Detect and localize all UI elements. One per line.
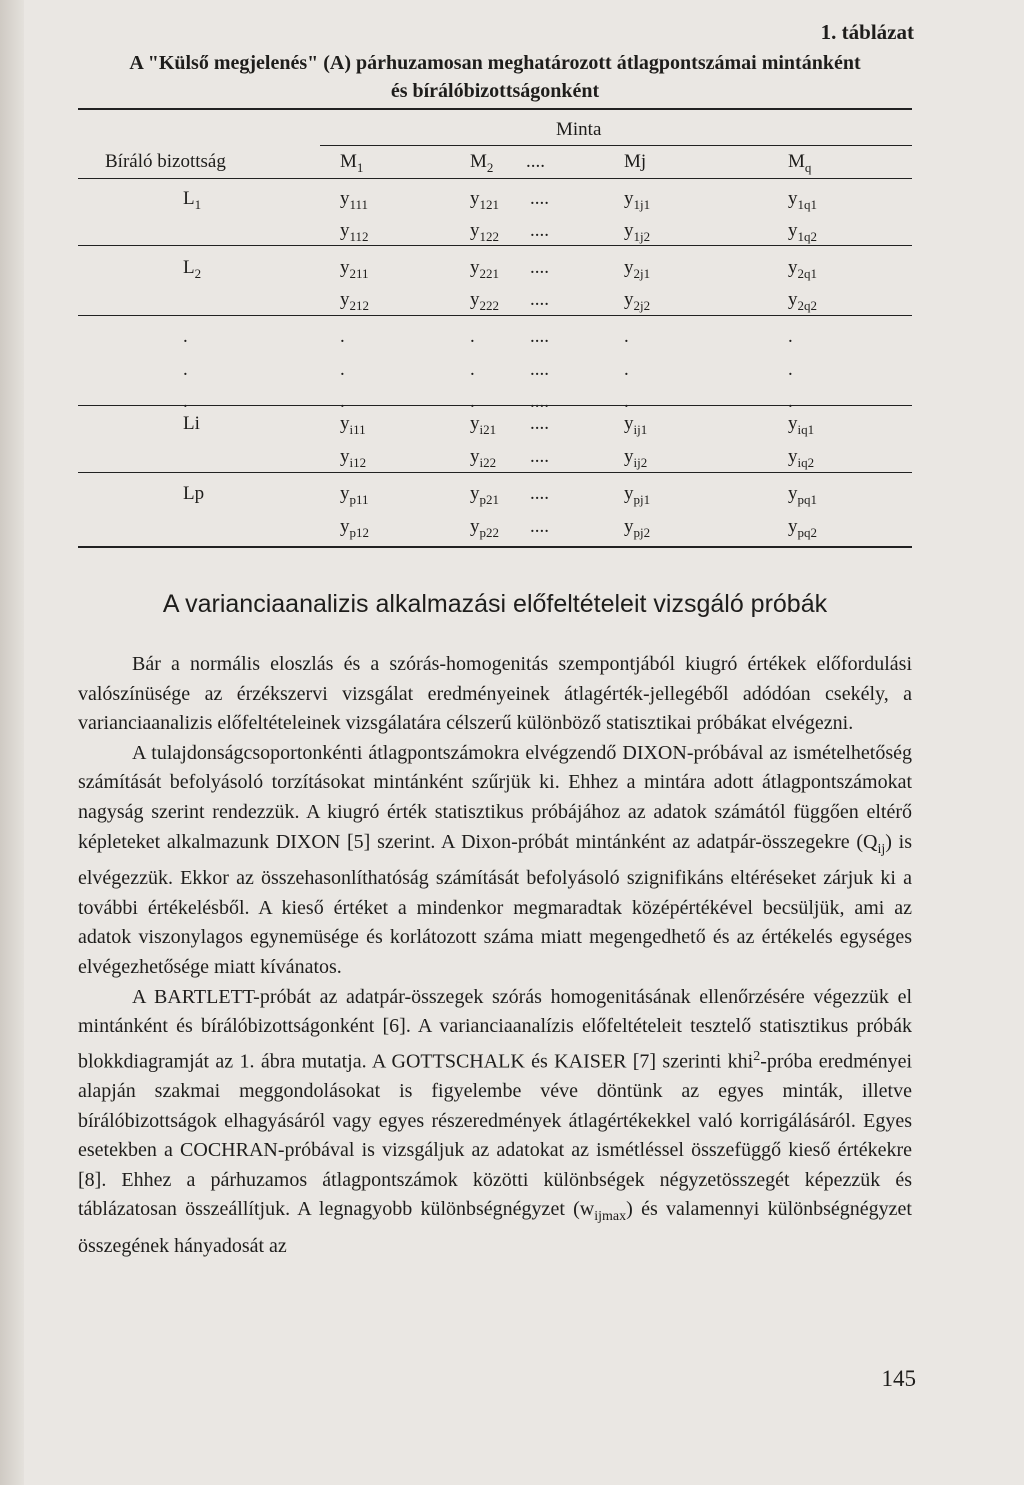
table-cell: $y_{1q2}$ [788,220,817,244]
table-row-dots: .... [530,188,549,209]
table-row-label: Li [183,413,200,434]
table-cell: $y_{pj2}$ [624,516,651,540]
page-binding-edge [0,0,24,1485]
table-row-label: Lp [183,483,205,504]
table-row-dots: .... [530,289,549,310]
table-cell: $y_{221}$ [470,257,499,281]
table-cell: $y_{1j1}$ [624,188,651,212]
table-top-rule [78,108,912,110]
table-cell: . [470,391,475,412]
table-column-header: Mj [624,151,647,172]
table-cell: . [470,359,475,380]
table-cell: $y_{1q1}$ [788,188,817,212]
table-cell: $y_{p21}$ [470,483,499,507]
body-paragraph: A BARTLETT-próbát az adatpár-összegek szórás homogenitásának ellenőrzésére végezzük el mintánként és bírálóbizottságonként [6]. A varianciaanalízis előfeltételeit tesztelő statisztikus próbák blokkdiagramját az 1. ábra mutatja. A GOTTSCHALK és KAISER [7] szerinti khi$^2$-próba eredményei alapján szakmai meggondolásokat is figyelembe véve döntünk az egyes minták, illetve bírálóbizottságok elhagyásáról vagy egyes részeredmények átlagértékekkel való korrigálásáról. Egyes esetekben a COCHRAN-próbával is vizsgáljuk az adatokat az ismétléssel összefüggő kieső értékekre [8]. Ehhez a párhuzamos átlagpontszámok közötti különbségek négyzetösszegét képezzük és táblázatosan összeállítjuk. A legnagyobb különbségnégyzet $(w_{ijmax})$ és valamennyi különbségnégyzet összegének hányadosát az [78,985,913,1257]
table-cell: . [624,326,629,347]
table-cell: . [340,391,345,412]
table-row-label: $L_1$ [183,188,202,212]
table-group-separator [78,315,912,316]
table-group-separator [78,405,912,406]
table-cell: $y_{iq2}$ [788,446,815,470]
body-paragraph: A tulajdonságcsoportonkénti átlagpontszámokra elvégzendő DIXON-próbával az ismételhetőség számítását befolyásoló torzításokat mintánként szűrjük ki. Ehhez a mintára adott átlagpontszámokat nagyság szerint rendezzük. A kiugró érték statisztikus próbájához az adatok számától függően eltérő képleteket alkalmazunk DIXON [5] szerint. A Dixon-próbát mintánként az adatpár-összegekre $(Q_{ij})$ is elvégezzük. Ekkor az összehasonlíthatóság számítását befolyásoló szignifikáns eltéréseket zárjuk ki a további értékelésből. A kieső értéket a mindenkor megmaradtak középértékével becsüljük, ami az adatok viszonylagos egynemüsége és korlátozott száma miatt megengedhető és az értékelés egységes elvégezhetősége miatt kívánatos. [78,741,913,978]
table-header-rule [78,178,912,179]
table-caption-line1: A "Külső megjelenés" (A) párhuzamosan meghatározott átlagpontszámai mintánként [129,52,861,74]
table-row-dots: .... [530,391,549,412]
table-header-dots: .... [526,151,545,172]
table-row-label: . [183,391,188,412]
table-row-label: . [183,359,188,380]
page-number: 145 [881,1366,916,1391]
table-row-dots: .... [530,483,549,504]
table-cell: $y_{p22}$ [470,516,499,540]
table-cell: $y_{2q1}$ [788,257,817,281]
table-row-dots: .... [530,516,549,537]
table-cell: $y_{211}$ [340,257,369,281]
table-cell: $y_{pq1}$ [788,483,817,507]
table-cell: . [340,326,345,347]
table-row-dots: .... [530,413,549,434]
table-column-header: $M_q$ [788,151,812,175]
table-row-dots: .... [530,257,549,278]
table-cell: $y_{iq1}$ [788,413,815,437]
body-text [78,650,912,1262]
table-cell: . [788,359,793,380]
table-cell: . [470,326,475,347]
table-row-dots: .... [530,446,549,467]
table-row-dots: .... [530,326,549,347]
table-cell: $y_{2j2}$ [624,289,651,313]
table-group-header: Minta [556,119,602,140]
table-number: 1. táblázat [820,20,914,44]
table-cell: $y_{pj1}$ [624,483,651,507]
table-cell: $y_{pq2}$ [788,516,817,540]
table-cell: $y_{212}$ [340,289,369,313]
table-cell: $y_{2j1}$ [624,257,651,281]
table-cell: $y_{122}$ [470,220,499,244]
table-cell: $y_{112}$ [340,220,369,244]
table-cell: $y_{1j2}$ [624,220,651,244]
table-column-header: $M_1$ [340,151,364,175]
table-cell: $y_{111}$ [340,188,369,212]
table-row-dots: .... [530,220,549,241]
table-cell: $y_{p12}$ [340,516,369,540]
table-group-separator [78,472,912,473]
table-caption-line2: és bírálóbizottságonként [390,80,600,102]
table-column-header: $M_2$ [470,151,494,175]
table-cell: . [788,391,793,412]
table-group-rule [320,145,912,146]
table-cell: $y_{i11}$ [340,413,366,437]
table-cell: . [340,359,345,380]
table-row-label: $L_2$ [183,257,202,281]
table-cell: . [788,326,793,347]
table-cell: $y_{121}$ [470,188,499,212]
table-cell: $y_{i12}$ [340,446,367,470]
table-cell: $y_{p11}$ [340,483,369,507]
table-cell: . [624,391,629,412]
table-group-separator [78,245,912,246]
body-paragraph: Bár a normális eloszlás és a szórás-homogenitás szempontjából kiugró értékek előfordulási valószínüsége az érzékszervi vizsgálat eredményeinek átlagérték-jellegéből adódóan csekély, a varianciaanalizis előfeltételeinek vizsgálatára célszerű különböző statisztikai próbákat elvégezni. [78,653,912,735]
table-row-label-header: Bíráló bizottság [105,151,226,172]
table-row-dots: .... [530,359,549,380]
table-cell: $y_{i21}$ [470,413,497,437]
table-row-label: . [183,326,188,347]
table-bottom-rule [78,546,912,548]
table-cell: $y_{ij2}$ [624,446,648,470]
table-cell: $y_{ij1}$ [624,413,648,437]
section-title: A varianciaanalizis alkalmazási előfeltételeit vizsgáló próbák [162,590,828,618]
table-cell: . [624,359,629,380]
table-cell: $y_{222}$ [470,289,499,313]
table-cell: $y_{i22}$ [470,446,497,470]
table-cell: $y_{2q2}$ [788,289,817,313]
